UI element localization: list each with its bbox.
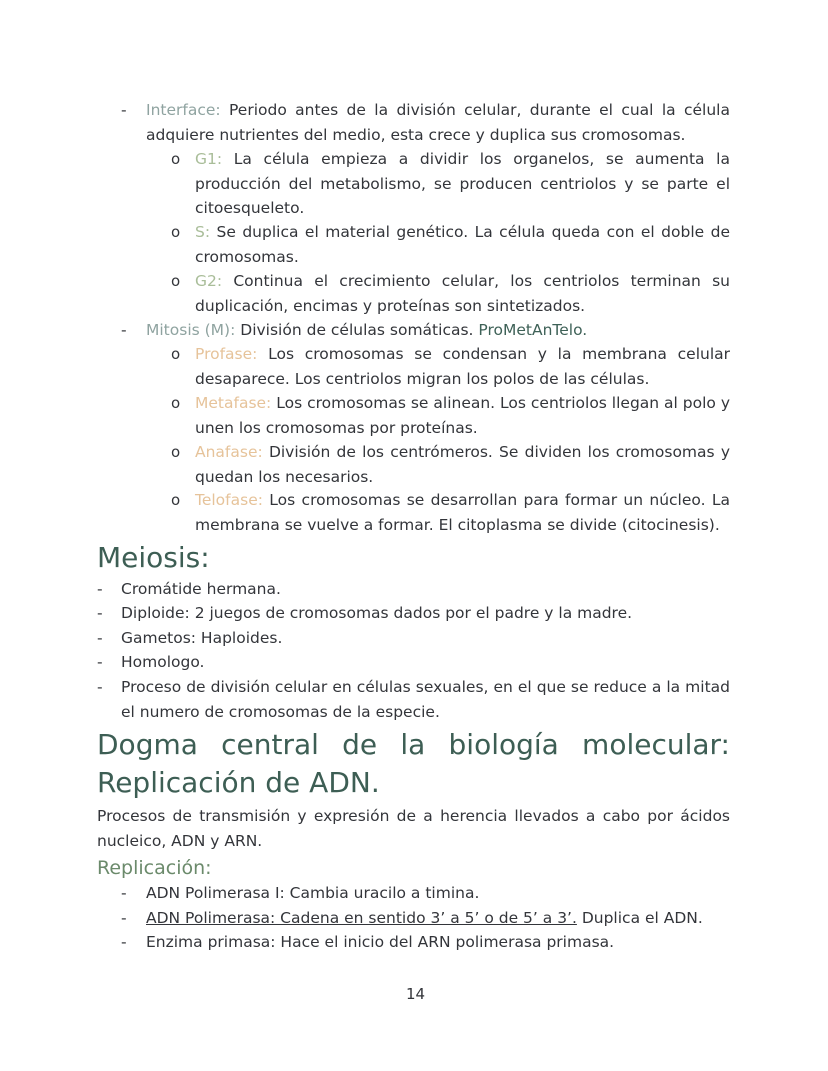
s-text: Se duplica el material genético. La célula queda con el doble de cromosomas. xyxy=(195,223,730,266)
interface-label: Interface: xyxy=(146,101,221,119)
interface-paragraph xyxy=(146,98,730,147)
g2-text: Continua el crecimiento celular, los centriolos terminan su duplicación, encimas y proteínas son sintetizados. xyxy=(195,272,730,315)
profase-text: Los cromosomas se condensan y la membrana celular desaparece. Los centriolos migran los polos de las células. xyxy=(195,345,730,388)
replicacion-item-text: ADN Polimerasa I: Cambia uracilo a timina. xyxy=(146,884,480,902)
meiosis-item: Diploide: 2 juegos de cromosomas dados por el padre y la madre. xyxy=(121,604,633,622)
list-dash: - xyxy=(97,629,103,647)
replicacion-item xyxy=(146,881,730,906)
g1-label: G1: xyxy=(195,150,223,168)
metafase-label: Metafase: xyxy=(195,394,272,412)
list-dash: - xyxy=(121,884,127,902)
replicacion-item-underlined: ADN Polimerasa: Cadena en sentido 3’ a 5’ o de 5’ a 3’. xyxy=(146,909,577,927)
meiosis-item: Cromátide hermana. xyxy=(121,580,281,598)
list-bullet-o: o xyxy=(171,345,181,363)
meiosis-item: Homologo. xyxy=(121,653,205,671)
anafase-paragraph xyxy=(195,440,730,489)
replicacion-item-text: Duplica el ADN. xyxy=(576,909,703,927)
anafase-text: División de los centrómeros. Se dividen los cromosomas y quedan los necesarios. xyxy=(195,443,730,486)
list-dash: - xyxy=(121,321,127,339)
list-bullet-o: o xyxy=(171,272,181,290)
list-dash: - xyxy=(97,678,103,696)
replicacion-heading: Replicación: xyxy=(97,857,212,879)
list-dash: - xyxy=(121,933,127,951)
interface-text: Periodo antes de la división celular, durante el cual la célula adquiere nutrientes del medio, esta crece y duplica sus cromosomas. xyxy=(146,101,730,144)
list-bullet-o: o xyxy=(171,443,181,461)
replicacion-item xyxy=(146,906,730,931)
metafase-paragraph xyxy=(195,391,730,440)
g2-paragraph xyxy=(195,269,730,318)
replicacion-item xyxy=(146,930,730,955)
metafase-text: Los cromosomas se alinean. Los centriolos llegan al polo y unen los cromosomas por proteínas. xyxy=(195,394,730,437)
list-bullet-o: o xyxy=(171,223,181,241)
s-label: S: xyxy=(195,223,211,241)
page-number: 14 xyxy=(406,985,426,1003)
g1-paragraph xyxy=(195,147,730,221)
list-dash: - xyxy=(121,101,127,119)
profase-label: Profase: xyxy=(195,345,258,363)
list-bullet-o: o xyxy=(171,150,181,168)
meiosis-item: Gametos: Haploides. xyxy=(121,629,283,647)
s-paragraph xyxy=(195,220,730,269)
dogma-intro: Procesos de transmisión y expresión de a herencia llevados a cabo por ácidos nucleico, ADN y ARN. xyxy=(97,807,730,850)
meiosis-item: Proceso de división celular en células sexuales, en el que se reduce a la mitad el numero de cromosomas de la especie. xyxy=(121,678,730,721)
list-dash: - xyxy=(97,604,103,622)
g1-text: La célula empieza a dividir los organelos, se aumenta la producción del metabolismo, se producen centriolos y se parte el citoesqueleto. xyxy=(195,150,730,217)
mitosis-mnemonic: ProMetAnTelo. xyxy=(478,321,588,339)
anafase-label: Anafase: xyxy=(195,443,263,461)
profase-paragraph xyxy=(195,342,730,391)
list-bullet-o: o xyxy=(171,394,181,412)
meiosis-heading: Meiosis: xyxy=(97,541,210,574)
telofase-text: Los cromosomas se desarrollan para formar un núcleo. La membrana se vuelve a formar. El citoplasma se divide (citocinesis). xyxy=(195,491,730,534)
list-dash: - xyxy=(121,909,127,927)
mitosis-text: División de células somáticas. xyxy=(240,321,474,339)
list-dash: - xyxy=(97,653,103,671)
telofase-label: Telofase: xyxy=(195,491,263,509)
replicacion-item-text: Enzima primasa: Hace el inicio del ARN polimerasa primasa. xyxy=(146,933,615,951)
mitosis-paragraph xyxy=(146,318,730,343)
mitosis-label: Mitosis (M): xyxy=(146,321,236,339)
list-bullet-o: o xyxy=(171,491,181,509)
list-dash: - xyxy=(97,580,103,598)
telofase-paragraph xyxy=(195,488,730,537)
g2-label: G2: xyxy=(195,272,223,290)
dogma-heading: Dogma central de la biología molecular: Replicación de ADN. xyxy=(97,728,730,799)
